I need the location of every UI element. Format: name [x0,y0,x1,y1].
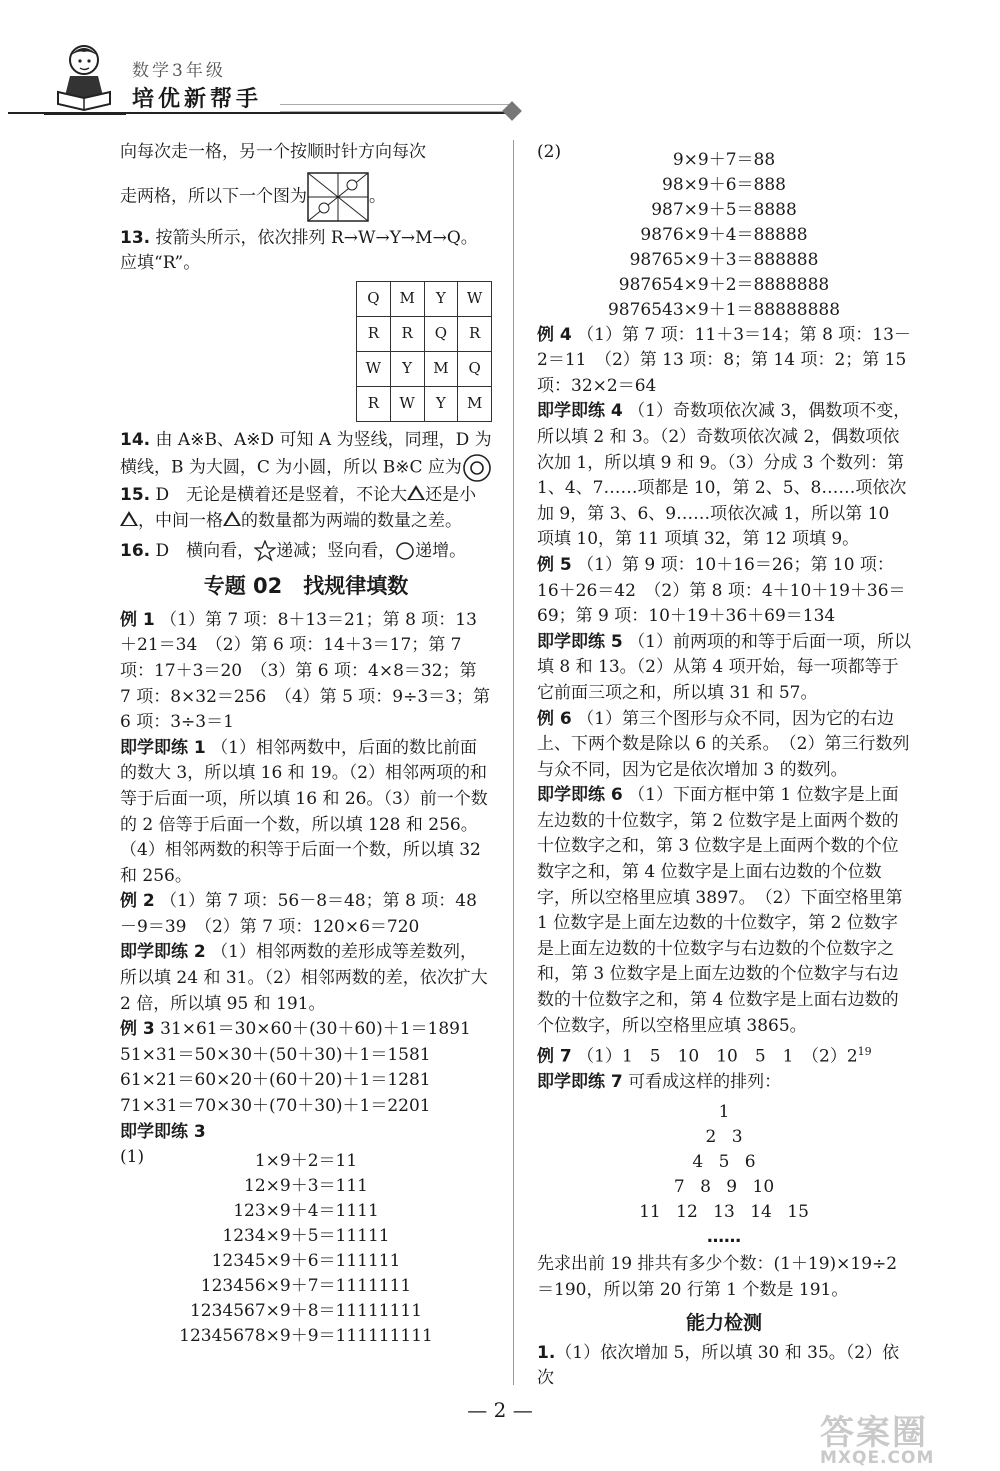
example-label: 例 4 [537,324,572,345]
item-number: 14. [120,429,151,450]
item-text: 的数量都为两端的数量之差。 [241,510,462,531]
practice-label: 即学即练 6 [537,785,623,806]
text-fragment: 走两格，所以下一个图为 [120,186,307,207]
example-label: 例 5 [537,554,572,575]
item-number: 15. [120,485,151,506]
item-16 [120,539,492,565]
left-column [120,140,492,1349]
example-label: 例 7 [537,1046,572,1067]
item-14 [120,428,492,484]
practice-7-tail: 先求出前 19 排共有多少个数：(1＋19)×19÷2＝190，所以第 20 行第 1 个数是 191。 [537,1254,898,1300]
equation-line: 1×9＋2＝11 [254,1150,358,1171]
item-text: 递减；竖向看， [276,540,396,561]
equation-line: 987654×9＋2＝8888888 [618,274,830,295]
equation-line: 61×21＝60×20＋(60＋20)＋1＝1281 [120,1070,431,1091]
practice-text: （1）相邻两数中，后面的数比前面的数大 3，所以填 16 和 19。（2）相邻两项的和等于后面一项，所以填 16 和 26。（3）前一个数的 2 倍等于后面一个数，所以填 128 和 256。（4）相邻两数的积等于后面一个数，所以填 32 和 256。 [120,737,488,886]
grid-cell: M [458,386,492,421]
triangle-icon [407,485,425,500]
example-label: 例 3 [120,1019,155,1040]
grid-row [357,316,492,351]
triangle-icon [120,511,138,526]
equation-line: 71×31＝70×30＋(70＋30)＋1＝2201 [120,1096,431,1117]
example-6 [537,707,911,784]
pyramid-row: 7 8 9 10 [673,1177,775,1198]
item-15 [120,483,492,534]
sub-label: (2) [537,142,562,162]
practice-text: 可看成这样的排列： [628,1072,782,1093]
practice-label: 即学即练 7 [537,1072,623,1093]
equation-line: 987×9＋5＝8888 [651,199,797,220]
grid-cell: W [390,386,424,421]
item-text: ，中间一格 [138,510,223,531]
watermark-line2: MXQE.COM [820,1448,935,1468]
letter-grid [356,281,492,422]
item-text: D 横向看， [155,540,255,561]
section-title: 能力检测 [685,1312,762,1335]
equation-line: 12×9＋3＝111 [244,1175,368,1196]
item-number: 13. [120,227,151,248]
equation-line: 9×9＋7＝88 [672,149,776,170]
practice-1 [120,736,492,890]
practice-2 [120,940,492,1017]
grid-cell: R [390,316,424,351]
example-text: （1）第三个图形与众不同，因为它的右边上、下两个数是除以 6 的关系。 （2）第三行数列与众不同，因为它是依次增加 3 的数列。 [537,708,910,780]
sub-label: (1) [120,1147,145,1168]
check-item-1 [537,1341,911,1392]
grid-row [357,351,492,386]
page-number: — 2 — [467,1398,533,1422]
example-3 [120,1017,492,1043]
triangle-icon [223,511,241,526]
equation-line: 123×9＋4＝1111 [233,1200,379,1221]
grid-cell: R [458,316,492,351]
pyramid-row: 1 [718,1102,730,1123]
grid-cell: Y [424,386,458,421]
example-label: 例 1 [120,609,155,630]
equation-block [537,148,911,323]
equation-line: 51×31＝50×30＋(50＋30)＋1＝1581 [120,1044,431,1065]
item-text: 还是小 [425,485,477,506]
example-5 [537,553,911,630]
star-outline-icon [254,540,276,562]
practice-4 [537,399,911,553]
equation-line: 9876543×9＋1＝88888888 [607,299,841,320]
watermark [820,1405,990,1468]
header-subtitle: 数学3年级 [132,61,226,81]
item-text: D 无论是横着还是竖着，不论大 [155,485,408,506]
equation-line: 31×61＝30×60＋(30＋60)＋1＝1891 [160,1019,471,1040]
page-header [0,0,1000,130]
grid-cell: Q [357,281,391,316]
equation-line: 9876×9＋4＝88888 [640,224,808,245]
right-column [537,140,911,1392]
practice-label: 即学即练 5 [537,631,623,652]
equation-line: 123456×9＋7＝1111111 [200,1275,412,1296]
example-label: 例 2 [120,891,155,912]
grid-cell: W [458,281,492,316]
boy-reading-illustration [40,40,130,118]
example-text: （1）第 7 项：8＋13＝21；第 8 项：13＋21＝34 （2）第 6 项：14＋3＝17；第 7 项：17＋3＝20 （3）第 6 项：4×8＝32；第 7 项：8×32＝256 （4）第 5 项：9÷3＝3；第 6 项：3÷3＝1 [120,609,490,733]
equation-line: 1234567×9＋8＝11111111 [189,1300,423,1321]
grid-cell: Q [424,316,458,351]
exponent: 19 [857,1045,872,1059]
pyramid-row: 11 12 13 14 15 [639,1202,809,1223]
text-line [120,172,492,222]
grid-cell: W [357,351,391,386]
pyramid-row: 2 3 [705,1127,743,1148]
grid-cell: R [357,316,391,351]
example-label: 例 6 [537,708,572,729]
grid-cell: Y [424,281,458,316]
example-text: （1）第 7 项：11＋3＝14；第 8 项：13－2＝11 （2）第 13 项：8；第 14 项：2；第 15 项：32×2＝64 [537,324,911,396]
pyramid-row: …… [707,1227,741,1248]
watermark-line1: 答案圈 [820,1413,928,1453]
practice-text: （1）奇数项依次减 3，偶数项不变，所以填 2 和 3。（2）奇数项依次减 2，偶数项依次加 1，所以填 9 和 9。（3）分成 3 个数列：第 1、4、7……项都是 10，第 2、5、8……项依次加 9，第 3、6、9……项依次减 1，所以第 10 项填 10，第 11 项填 32，第 12 项填 9。 [537,401,911,550]
grid-cell: R [357,386,391,421]
example-7 [537,1039,911,1070]
practice-label: 即学即练 3 [120,1121,206,1142]
practice-text: （1）下面方框中第 1 位数字是上面左边数的十位数字，第 2 位数字是上面两个数的十位数字之和，第 3 位数字是上面两个数的个位数字之和，第 4 位数字是上面右边数的个位数字，所以空格里应填 3897。 （2）下面空格里第 1 位数字是上面左边数的十位数字，第 2 位数字是上面左边数的十位数字与右边数的个位数字之和，第 3 位数字是上面左边数的个位数字与右边数的十位数字之和，第 4 位数字是上面右边数的个位数字，所以空格里应填 3865。 [537,785,903,1036]
practice-text: （1）相邻两数的差形成等差数列，所以填 24 和 31。（2）相邻两数的差，依次扩大 2 倍，所以填 95 和 191。 [120,942,488,1014]
section-title: 专题 02 找规律填数 [203,574,409,599]
octagon-star-figure-icon [307,172,369,222]
example-text: （1）第 9 项：10＋16＝26；第 10 项：16＋26＝42 （2）第 8 项：4＋10＋19＋36＝69；第 9 项：10＋19＋36＋69＝134 [537,554,906,627]
item-number: 1. [537,1342,556,1363]
header-rule [8,112,506,114]
equation-line: 12345×9＋6＝111111 [211,1250,401,1271]
example-text: （1）第 7 项：56－8＝48；第 8 项：48－9＝39 （2）第 7 项：120×6＝720 [120,891,477,937]
practice-label: 即学即练 4 [537,401,623,422]
column-divider [513,140,514,1385]
double-circle-icon [462,453,492,483]
example-4 [537,323,911,400]
grid-row [357,386,492,421]
pyramid-row: 4 5 6 [692,1152,756,1173]
text-line: 向每次走一格，另一个按顺时针方向每次 [120,142,426,162]
item-text: （1）依次增加 5，所以填 30 和 35。（2）依次 [537,1342,900,1389]
practice-label: 即学即练 1 [120,737,206,758]
item-number: 16. [120,540,151,561]
practice-text: （1）前两项的和等于后面一项，所以填 8 和 13。（2）从第 4 项开始，每一项都等于它前面三项之和，所以填 31 和 57。 [537,631,911,703]
practice-6 [537,783,911,1039]
practice-label: 即学即练 2 [120,942,206,963]
header-title: 培优新帮手 [132,87,263,112]
text-fragment: 。 [369,186,386,207]
example-text: （1）1 5 10 10 5 1 （2）2 [577,1046,858,1067]
equation-line: 12345678×9＋9＝111111111 [179,1325,433,1346]
item-text: 按箭头所示，依次排列 R→W→Y→M→Q。应填“R”。 [120,227,478,274]
equation-block [120,1149,492,1349]
item-text: 递增。 [415,540,467,561]
number-pyramid [537,1100,911,1250]
circle-outline-icon [395,541,415,561]
grid-cell: Q [458,351,492,386]
grid-row [357,281,492,316]
practice-5 [537,630,911,707]
equation-line: 98765×9＋3＝888888 [629,249,819,270]
item-13 [120,226,492,277]
grid-cell: M [390,281,424,316]
grid-cell: Y [390,351,424,386]
equation-line: 1234×9＋5＝11111 [222,1225,390,1246]
item-text: 由 A※B、A※D 可知 A 为竖线，同理，D 为横线，B 为大圆，C 为小圆，所以 B※C 应为 [120,429,492,478]
grid-cell: M [424,351,458,386]
practice-7 [537,1070,911,1096]
example-2 [120,889,492,940]
equation-line: 98×9＋6＝888 [662,174,786,195]
header-band [280,104,510,112]
example-1 [120,608,492,736]
